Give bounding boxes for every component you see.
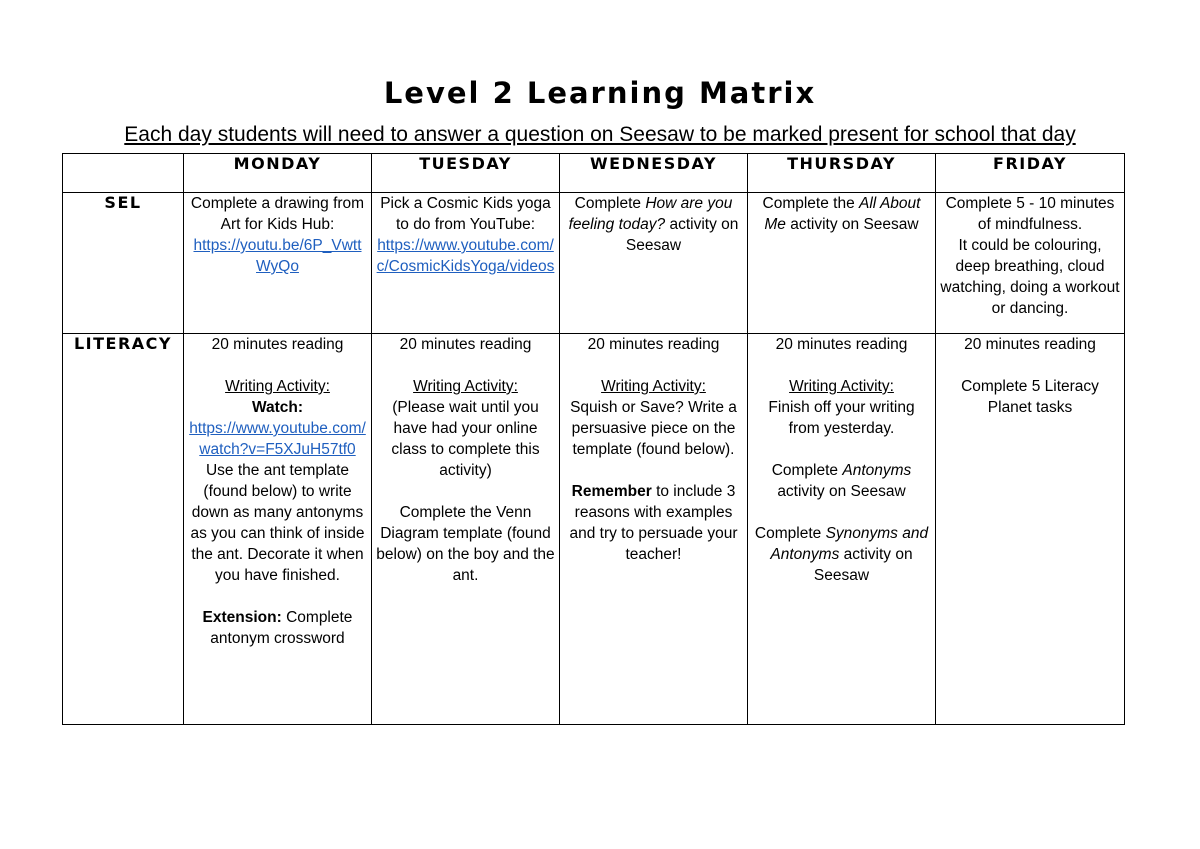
literacy-wednesday-cell	[560, 334, 748, 725]
literacy-wednesday-body: Squish or Save? Write a persuasive piece on the template (found below).	[570, 399, 737, 458]
literacy-wednesday-writing-heading: Writing Activity:	[601, 378, 706, 395]
sel-wednesday-pre: Complete	[574, 195, 646, 212]
literacy-thursday-writing-heading: Writing Activity:	[789, 378, 894, 395]
sel-thursday-cell	[748, 193, 936, 334]
literacy-monday-extension	[188, 607, 367, 649]
sel-friday-cell	[936, 193, 1125, 334]
literacy-wednesday-reading: 20 minutes reading	[587, 336, 720, 353]
literacy-tuesday-reading: 20 minutes reading	[399, 336, 532, 353]
literacy-thursday-cell	[748, 334, 936, 725]
task2-pre: Complete	[771, 462, 843, 479]
task3-activity-name: Synonyms and Antonyms	[770, 525, 929, 563]
literacy-monday-watch-label: Watch:	[251, 399, 304, 416]
extension-label: Extension:	[202, 609, 282, 626]
row-label-literacy: LITERACY	[63, 334, 184, 725]
sel-friday-line1: Complete 5 - 10 minutes of mindfulness.	[945, 195, 1115, 233]
literacy-wednesday-remember	[564, 481, 743, 565]
literacy-friday-body: Complete 5 Literacy Planet tasks	[961, 378, 1099, 416]
remember-label: Remember	[571, 483, 652, 500]
corner-cell	[63, 154, 184, 193]
day-header-wednesday: WEDNESDAY	[560, 154, 748, 193]
literacy-tuesday-cell	[372, 334, 560, 725]
literacy-thursday-reading: 20 minutes reading	[775, 336, 908, 353]
task3-pre: Complete	[754, 525, 826, 542]
sel-tuesday-text: Pick a Cosmic Kids yoga to do from YouTube:	[380, 195, 551, 233]
task2-post: activity on Seesaw	[777, 483, 906, 500]
literacy-friday-cell	[936, 334, 1125, 725]
task2-activity-name: Antonyms	[842, 462, 912, 479]
page-title: Level 2 Learning Matrix	[383, 76, 817, 110]
task3-post: activity on Seesaw	[813, 546, 913, 584]
literacy-thursday-body: Finish off your writing from yesterday.	[768, 399, 915, 437]
literacy-monday-body: Use the ant template (found below) to write down as many antonyms as you can think of inside the ant. Decorate it when you have finished.	[190, 462, 365, 584]
art-for-kids-hub-link[interactable]: https://youtu.be/6P_VwttWyQo	[193, 237, 362, 275]
literacy-monday-reading: 20 minutes reading	[211, 336, 344, 353]
extension-text: Complete antonym crossword	[210, 609, 353, 647]
literacy-monday-cell	[184, 334, 372, 725]
remember-text: to include 3 reasons with examples and try to persuade your teacher!	[569, 483, 738, 563]
literacy-row	[63, 334, 1125, 725]
literacy-monday-writing-heading: Writing Activity:	[225, 378, 330, 395]
literacy-tuesday-body2: Complete the Venn Diagram template (found below) on the boy and the ant.	[376, 504, 555, 584]
literacy-tuesday-body: (Please wait until you have had your online class to complete this activity)	[391, 399, 540, 479]
cosmic-kids-yoga-link[interactable]: https://www.youtube.com/c/CosmicKidsYoga/videos	[376, 237, 555, 275]
day-header-thursday: THURSDAY	[748, 154, 936, 193]
header-row	[63, 154, 1125, 193]
literacy-thursday-task3	[752, 523, 931, 586]
sel-thursday-pre: Complete the	[762, 195, 860, 212]
literacy-thursday-task2	[752, 460, 931, 502]
sel-thursday-activity-name: All About Me	[764, 195, 921, 233]
day-header-friday: FRIDAY	[936, 154, 1125, 193]
sel-monday-text: Complete a drawing from Art for Kids Hub:	[190, 195, 365, 233]
sel-row	[63, 193, 1125, 334]
sel-thursday-post: activity on Seesaw	[785, 216, 919, 233]
literacy-tuesday-writing-heading: Writing Activity:	[413, 378, 518, 395]
sel-wednesday-cell	[560, 193, 748, 334]
literacy-friday-reading: 20 minutes reading	[964, 336, 1096, 353]
sel-wednesday-post: activity on Seesaw	[625, 216, 739, 254]
day-header-monday: MONDAY	[184, 154, 372, 193]
sel-wednesday-activity-name: How are you feeling today?	[568, 195, 733, 233]
page-subtitle: Each day students will need to answer a question on Seesaw to be marked present for school that day	[124, 123, 1076, 146]
row-label-sel: SEL	[63, 193, 184, 334]
learning-matrix-table	[62, 153, 1125, 725]
day-header-tuesday: TUESDAY	[372, 154, 560, 193]
antonyms-video-link[interactable]: https://www.youtube.com/watch?v=F5XJuH57tf0	[189, 420, 366, 458]
sel-monday-cell	[184, 193, 372, 334]
sel-friday-line2: It could be colouring, deep breathing, cloud watching, doing a workout or dancing.	[940, 237, 1120, 317]
sel-tuesday-cell	[372, 193, 560, 334]
